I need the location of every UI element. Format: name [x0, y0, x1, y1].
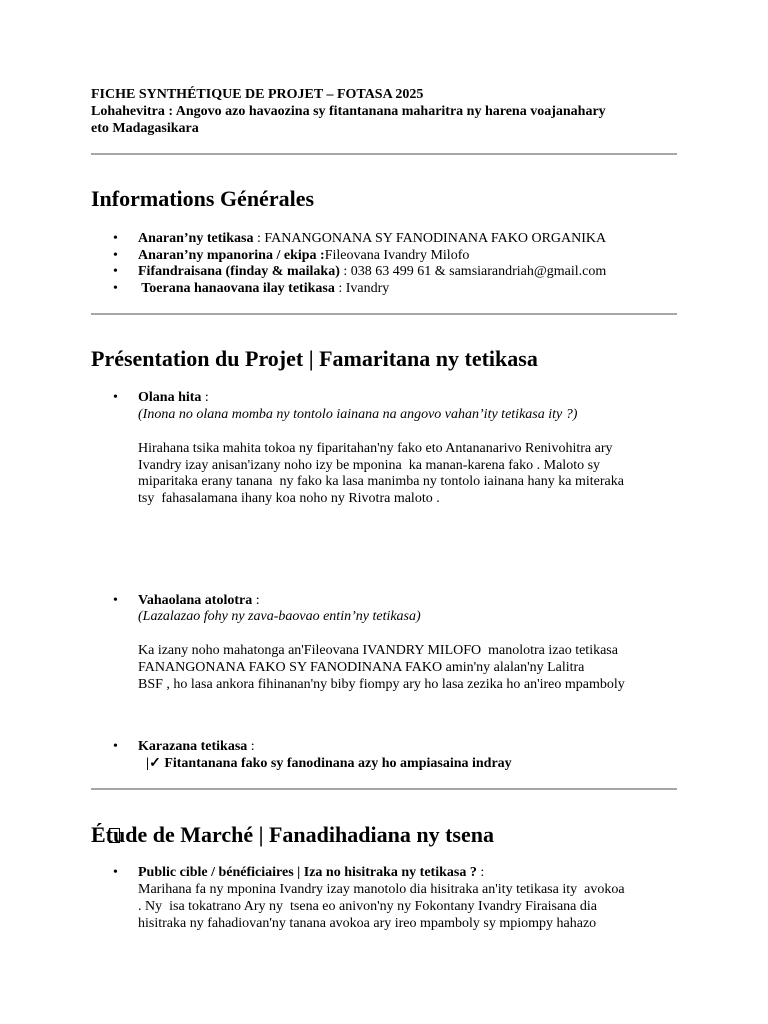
problem-text-line-2: Ivandry izay anisan'izany noho izy be mponina ka manan-karena fako . Maloto sy: [138, 458, 601, 473]
project-type-label: Karazana tetikasa: [138, 739, 248, 754]
bullet: •: [113, 593, 118, 608]
bullet: •: [113, 739, 118, 754]
divider: [91, 153, 677, 155]
solution-text-line-2: FANANGONANA FAKO SY FANODINANA FAKO amin'ny alalan'ny Lalitra: [138, 660, 585, 675]
section-heading-market-study: [91, 822, 494, 848]
field-separator: :: [339, 264, 351, 279]
list-item-project-name: [138, 230, 606, 247]
heading-part-2: de de Marché | Fanadihadiana ny tsena: [125, 822, 494, 847]
document-subtitle-line-2: eto Madagasikara: [91, 121, 199, 136]
audience-label-line: [138, 864, 484, 881]
field-value: 038 63 499 61 & samsiarandriah@gmail.com: [350, 264, 607, 279]
field-separator: :: [316, 248, 325, 263]
bullet: •: [113, 390, 118, 405]
field-separator: :: [201, 390, 209, 405]
problem-text-line-4: tsy fahasalamana ihany koa noho ny Rivotra maloto .: [138, 491, 440, 506]
field-separator: :: [476, 865, 485, 880]
field-label: Fifandraisana (finday & mailaka): [138, 264, 340, 279]
document-subtitle-line-1: Lohahevitra : Angovo azo havaozina sy fitantanana maharitra ny harena voajanahary: [91, 104, 606, 119]
bullet: •: [113, 865, 118, 880]
field-separator: :: [334, 281, 346, 296]
audience-text-line-1: Marihana fa ny mponina Ivandry izay manotolo dia hisitraka an'ity tetikasa ity avokoa: [138, 882, 625, 897]
field-label: Anaran’ny mpanorina / ekipa: [138, 248, 317, 263]
audience-label: Public cible / bénéficiaires | Iza no hisitraka ny tetikasa ?: [138, 865, 477, 880]
list-item-founder: [138, 247, 469, 264]
field-label: Toerana hanaovana ilay tetikasa: [138, 281, 335, 296]
audience-text-line-3: hisitraka ny fahadiovan'ny tanana avokoa ary ireo mpamboly sy mpiompy hahazo: [138, 916, 597, 931]
list-item-contact: [138, 263, 606, 280]
field-value: Fileovana Ivandry Milofo: [324, 248, 470, 263]
project-type-label-line: [138, 738, 255, 755]
field-label: Anaran’ny tetikasa: [138, 231, 254, 246]
bullet: •: [113, 264, 118, 279]
problem-question: (Inona no olana momba ny tontolo iainana na angovo vahan’ity tetikasa ity ?): [138, 407, 578, 422]
problem-text-line-3: miparitaka erany tanana ny fako ka lasa manimba ny tontolo iainana hany ka miteraka: [138, 474, 624, 489]
audience-text-line-2: . Ny isa tokatrano Ary ny tsena eo anivon'ny ny Fokontany Ivandry Firaisana dia: [138, 899, 597, 914]
field-separator: :: [252, 593, 260, 608]
solution-label: Vahaolana atolotra: [138, 593, 253, 608]
divider: [91, 788, 677, 790]
project-type-value: Fitantanana fako sy fanodinana azy ho ampiasaina indray: [164, 756, 512, 771]
field-separator: :: [247, 739, 255, 754]
problem-label: Olana hita: [138, 390, 202, 405]
check-icon: |✓: [146, 756, 165, 771]
section-heading-project-presentation: Présentation du Projet | Famaritana ny tetikasa: [91, 346, 538, 371]
bullet: •: [113, 281, 118, 296]
section-heading-general-info: Informations Générales: [91, 186, 315, 211]
project-type-choice: [146, 755, 512, 772]
heading-part-1: Étu: [91, 822, 126, 847]
document-title: FICHE SYNTHÉTIQUE DE PROJET – FOTASA 2025: [91, 87, 424, 102]
solution-question: (Lazalazao fohy ny zava-baovao entin’ny tetikasa): [138, 609, 421, 624]
list-item-location: [138, 280, 389, 297]
bullet: •: [113, 248, 118, 263]
solution-text-line-1: Ka izany noho mahatonga an'Fileovana IVANDRY MILOFO manolotra izao tetikasa: [138, 643, 618, 658]
solution-text-line-3: BSF , ho lasa ankora fihinanan'ny biby fiompy ary ho lasa zezika ho an'ireo mpamboly: [138, 677, 625, 692]
solution-label-line: [138, 592, 260, 609]
divider: [91, 313, 677, 315]
field-separator: :: [253, 231, 265, 246]
problem-text-line-1: Hirahana tsika mahita tokoa ny fiparitahan'ny fako eto Antananarivo Renivohitra ary: [138, 441, 613, 456]
bullet: •: [113, 231, 118, 246]
field-value: Ivandry: [345, 281, 390, 296]
field-value: FANANGONANA SY FANODINANA FAKO ORGANIKA: [264, 231, 607, 246]
problem-label-line: [138, 389, 209, 406]
